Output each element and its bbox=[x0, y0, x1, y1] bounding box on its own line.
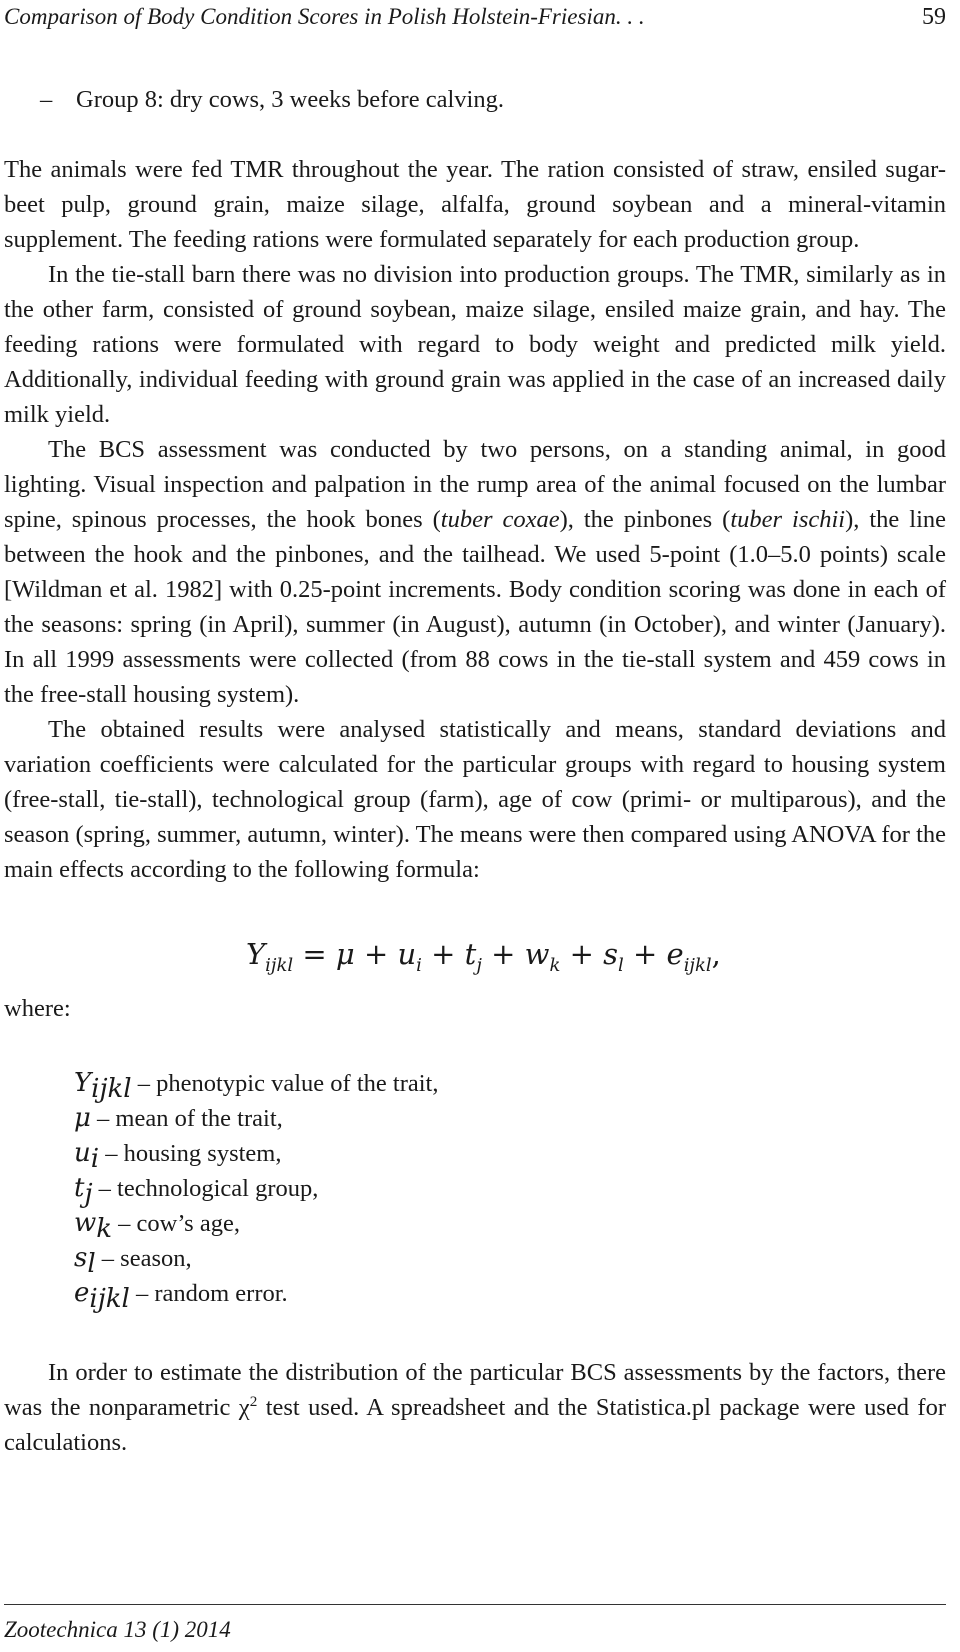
formula-equals: = bbox=[293, 937, 336, 971]
definition-subscript: ijkl bbox=[89, 1283, 130, 1314]
definition-symbol: Y bbox=[74, 1068, 92, 1098]
definition-subscript: i bbox=[90, 1143, 100, 1174]
definition-row bbox=[74, 1171, 946, 1209]
paragraph-tie-stall: In the tie-stall barn there was no division into production groups. The TMR, similarly as in the other farm, consisted of ground soybean, maize silage, ensiled maize grain, and hay. The feeding rations were formulated with regard to body weight and predicted milk yield. Additionally, individual feeding with ground grain was applied in the case of an increased daily milk yield. bbox=[4, 261, 946, 428]
definition-symbol: s bbox=[74, 1243, 88, 1273]
formula-plus: + bbox=[481, 937, 525, 971]
where-label: where: bbox=[4, 995, 71, 1022]
definition-text: – season, bbox=[95, 1245, 192, 1272]
running-title: Comparison of Body Condition Scores in Polish Holstein-Friesian. . . bbox=[4, 4, 645, 29]
formula-w-sub: k bbox=[549, 954, 561, 976]
paragraph-bcs-assessment bbox=[4, 432, 946, 712]
formula-s-sub: l bbox=[618, 954, 624, 976]
p5-part-b: test used. A spreadsheet and the Statistica.pl package were used for calculations. bbox=[4, 1394, 946, 1456]
paragraph-feeding: The animals were fed TMR throughout the year. The ration consisted of straw, ensiled sugar-beet pulp, ground grain, maize silage, alfalfa, ground soybean and a mineral-vitamin supplement. The feeding rations were formulated separately for each production group. bbox=[4, 156, 946, 253]
definition-row bbox=[74, 1066, 946, 1104]
definition-row bbox=[74, 1241, 946, 1279]
formula-mu: μ bbox=[335, 937, 355, 971]
definition-symbol: w bbox=[74, 1208, 97, 1238]
definition-symbol: t bbox=[74, 1173, 85, 1203]
definition-symbol: u bbox=[74, 1138, 91, 1168]
chi-square-exponent: 2 bbox=[249, 1392, 258, 1410]
model-formula bbox=[4, 931, 946, 977]
formula-plus: + bbox=[421, 937, 465, 971]
footer-rule bbox=[4, 1604, 946, 1605]
definition-text: – technological group, bbox=[92, 1175, 319, 1202]
formula-t: t bbox=[464, 937, 477, 971]
formula-w: w bbox=[524, 937, 550, 971]
definition-text: – mean of the trait, bbox=[90, 1105, 283, 1132]
document-body bbox=[4, 82, 946, 1460]
definition-symbol: e bbox=[74, 1278, 90, 1308]
definition-text: – housing system, bbox=[99, 1140, 282, 1167]
formula-plus: + bbox=[623, 937, 667, 971]
list-item bbox=[4, 82, 946, 117]
formula-u-sub: i bbox=[416, 954, 422, 976]
formula-Y-sub: ijkl bbox=[265, 954, 294, 976]
formula-t-sub: j bbox=[476, 954, 482, 976]
definitions-list bbox=[74, 1066, 946, 1314]
definition-text: – cow’s age, bbox=[112, 1210, 240, 1237]
formula-s: s bbox=[603, 937, 619, 971]
definition-row bbox=[74, 1206, 946, 1244]
definition-subscript: j bbox=[84, 1178, 93, 1209]
formula-Y: Y bbox=[246, 937, 266, 971]
definition-subscript: ijkl bbox=[91, 1073, 132, 1104]
term-tuber-coxae: tuber coxae bbox=[440, 506, 560, 533]
p5-part-a: In order to estimate the distribution of the particular BCS assessments by the factors, there was the nonparametric χ bbox=[4, 1359, 946, 1421]
definition-subscript: k bbox=[96, 1213, 113, 1244]
p3-part-b: ), the pinbones ( bbox=[559, 506, 731, 533]
formula-e: e bbox=[666, 937, 684, 971]
p3-part-a: The BCS assessment was conducted by two persons, on a standing animal, in good lighting. Visual inspection and palpation in the rump area of the animal focused on the lumbar spine, spinous processes, the hook bones ( bbox=[4, 436, 946, 533]
page-number: 59 bbox=[922, 4, 946, 30]
term-tuber-ischii: tuber ischii bbox=[730, 506, 846, 533]
definition-text: – phenotypic value of the trait, bbox=[131, 1070, 439, 1097]
formula-plus: + bbox=[560, 937, 604, 971]
formula-u: u bbox=[397, 937, 417, 971]
definition-subscript: l bbox=[87, 1248, 96, 1279]
definition-row bbox=[74, 1136, 946, 1174]
paragraph-statistics: The obtained results were analysed statistically and means, standard deviations and variation coefficients were calculated for the particular groups with regard to housing system (free-stall, tie-stall), technological group (farm), age of cow (primi- or multiparous), and the season (spring, summer, autumn, winter). The means were then compared using ANOVA for the main effects according to the following formula: bbox=[4, 716, 946, 883]
paragraph-chi-square bbox=[4, 1355, 946, 1460]
p3-part-c: ), the line between the hook and the pinbones, and the tailhead. We used 5-point (1.0–5.0 points) scale [Wildman et al. 1982] with 0.25-point increments. Body condition scoring was done in each of the seasons: spring (in April), summer (in August), autumn (in October), and winter (January). In all 1999 assessments were collected (from 88 cows in the tie-stall system and 459 cows in the free-stall housing system). bbox=[4, 506, 946, 708]
formula-comma: , bbox=[711, 937, 721, 971]
definition-symbol: μ bbox=[74, 1103, 91, 1133]
list-dash: – bbox=[40, 86, 53, 113]
list-item-text: Group 8: dry cows, 3 weeks before calving. bbox=[76, 86, 504, 113]
formula-plus: + bbox=[354, 937, 398, 971]
running-header bbox=[4, 0, 946, 34]
definition-row bbox=[74, 1276, 946, 1314]
definition-row bbox=[74, 1101, 946, 1136]
definition-text: – random error. bbox=[129, 1280, 288, 1307]
formula-e-sub: ijkl bbox=[683, 954, 712, 976]
journal-footer: Zootechnica 13 (1) 2014 bbox=[4, 1617, 231, 1642]
